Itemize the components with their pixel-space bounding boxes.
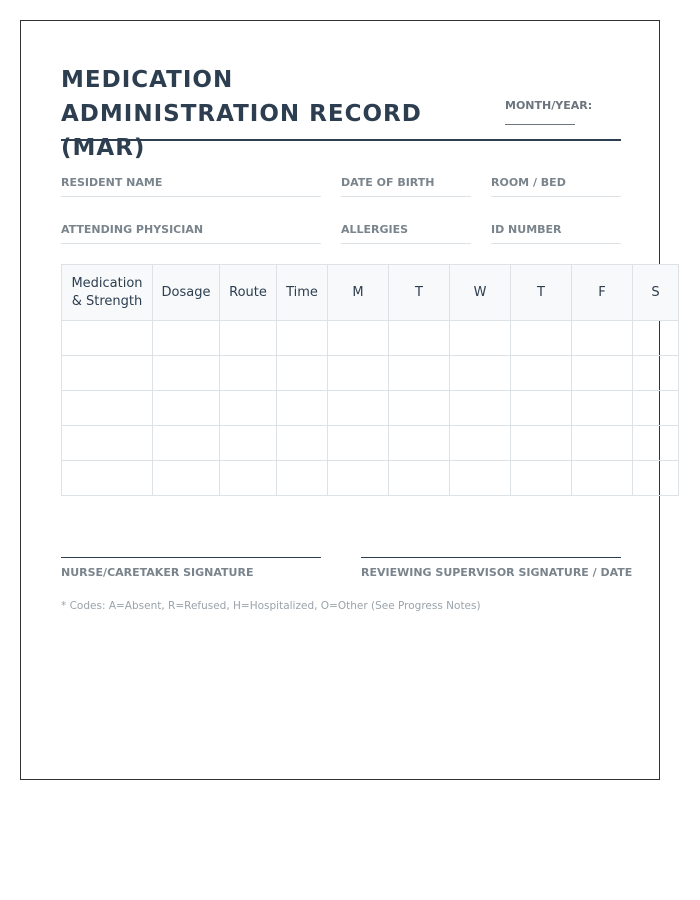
form-title: MEDICATION ADMINISTRATION RECORD (MAR) [61,67,422,161]
id-number-field[interactable] [491,223,621,244]
table-cell[interactable] [450,391,511,426]
column-header: Time [277,265,328,321]
table-cell[interactable] [633,461,679,496]
table-cell[interactable] [633,321,679,356]
allergies-field[interactable] [341,223,471,244]
table-cell[interactable] [511,461,572,496]
date-of-birth-field[interactable] [341,176,471,197]
column-header: S [633,265,679,321]
table-header-row [62,265,679,321]
table-cell[interactable] [450,461,511,496]
table-cell[interactable] [633,426,679,461]
month-year-label: MONTH/YEAR: [505,99,593,112]
table-cell[interactable] [572,321,633,356]
column-header: F [572,265,633,321]
table-cell[interactable] [511,426,572,461]
column-header: T [511,265,572,321]
resident-name-label: RESIDENT NAME [61,176,163,189]
table-cell[interactable] [220,356,277,391]
table-cell[interactable] [572,356,633,391]
table-cell[interactable] [328,356,389,391]
date-of-birth-label: DATE OF BIRTH [341,176,435,189]
table-cell[interactable] [153,321,220,356]
table-cell[interactable] [62,426,153,461]
table-cell[interactable] [572,461,633,496]
allergies-label: ALLERGIES [341,223,409,236]
table-cell[interactable] [62,391,153,426]
column-header: T [389,265,450,321]
table-cell[interactable] [220,321,277,356]
supervisor-signature-line [361,557,621,558]
table-row [62,391,679,426]
table-cell[interactable] [328,426,389,461]
id-number-label: ID NUMBER [491,223,562,236]
table-cell[interactable] [328,391,389,426]
table-cell[interactable] [450,321,511,356]
table-cell[interactable] [220,461,277,496]
table-cell[interactable] [62,356,153,391]
table-cell[interactable] [62,461,153,496]
table-cell[interactable] [328,461,389,496]
table-cell[interactable] [450,426,511,461]
nurse-signature[interactable] [61,557,321,579]
table-cell[interactable] [153,391,220,426]
table-cell[interactable] [572,426,633,461]
month-year-line [505,124,575,125]
table-cell[interactable] [633,356,679,391]
resident-name-field[interactable] [61,176,321,197]
column-header: Medication & Strength [62,265,153,321]
codes-note: * Codes: A=Absent, R=Refused, H=Hospitalized, O=Other (See Progress Notes) [61,600,481,612]
table-row [62,426,679,461]
table-row [62,461,679,496]
table-cell[interactable] [389,356,450,391]
table-cell[interactable] [153,461,220,496]
table-cell[interactable] [511,391,572,426]
mar-table [61,264,679,496]
nurse-signature-line [61,557,321,558]
table-cell[interactable] [572,391,633,426]
table-cell[interactable] [153,356,220,391]
column-header: M [328,265,389,321]
column-header: Dosage [153,265,220,321]
room-bed-label: ROOM / BED [491,176,566,189]
table-cell[interactable] [220,426,277,461]
attending-physician-label: ATTENDING PHYSICIAN [61,223,204,236]
supervisor-signature[interactable] [361,557,633,579]
table-row [62,321,679,356]
form-header [61,63,621,161]
table-cell[interactable] [450,356,511,391]
table-cell[interactable] [277,461,328,496]
month-year-field[interactable] [505,99,593,125]
table-row [62,356,679,391]
supervisor-signature-label: REVIEWING SUPERVISOR SIGNATURE / DATE [361,566,633,579]
table-cell[interactable] [277,391,328,426]
table-cell[interactable] [389,426,450,461]
room-bed-field[interactable] [491,176,621,197]
table-cell[interactable] [328,321,389,356]
table-cell[interactable] [389,391,450,426]
attending-physician-field[interactable] [61,223,321,244]
table-cell[interactable] [511,321,572,356]
table-cell[interactable] [62,321,153,356]
table-cell[interactable] [220,391,277,426]
table-cell[interactable] [277,321,328,356]
table-cell[interactable] [511,356,572,391]
table-cell[interactable] [389,321,450,356]
column-header: Route [220,265,277,321]
nurse-signature-label: NURSE/CARETAKER SIGNATURE [61,566,254,579]
table-cell[interactable] [389,461,450,496]
table-cell[interactable] [633,391,679,426]
column-header: W [450,265,511,321]
table-cell[interactable] [277,426,328,461]
table-cell[interactable] [277,356,328,391]
table-cell[interactable] [153,426,220,461]
